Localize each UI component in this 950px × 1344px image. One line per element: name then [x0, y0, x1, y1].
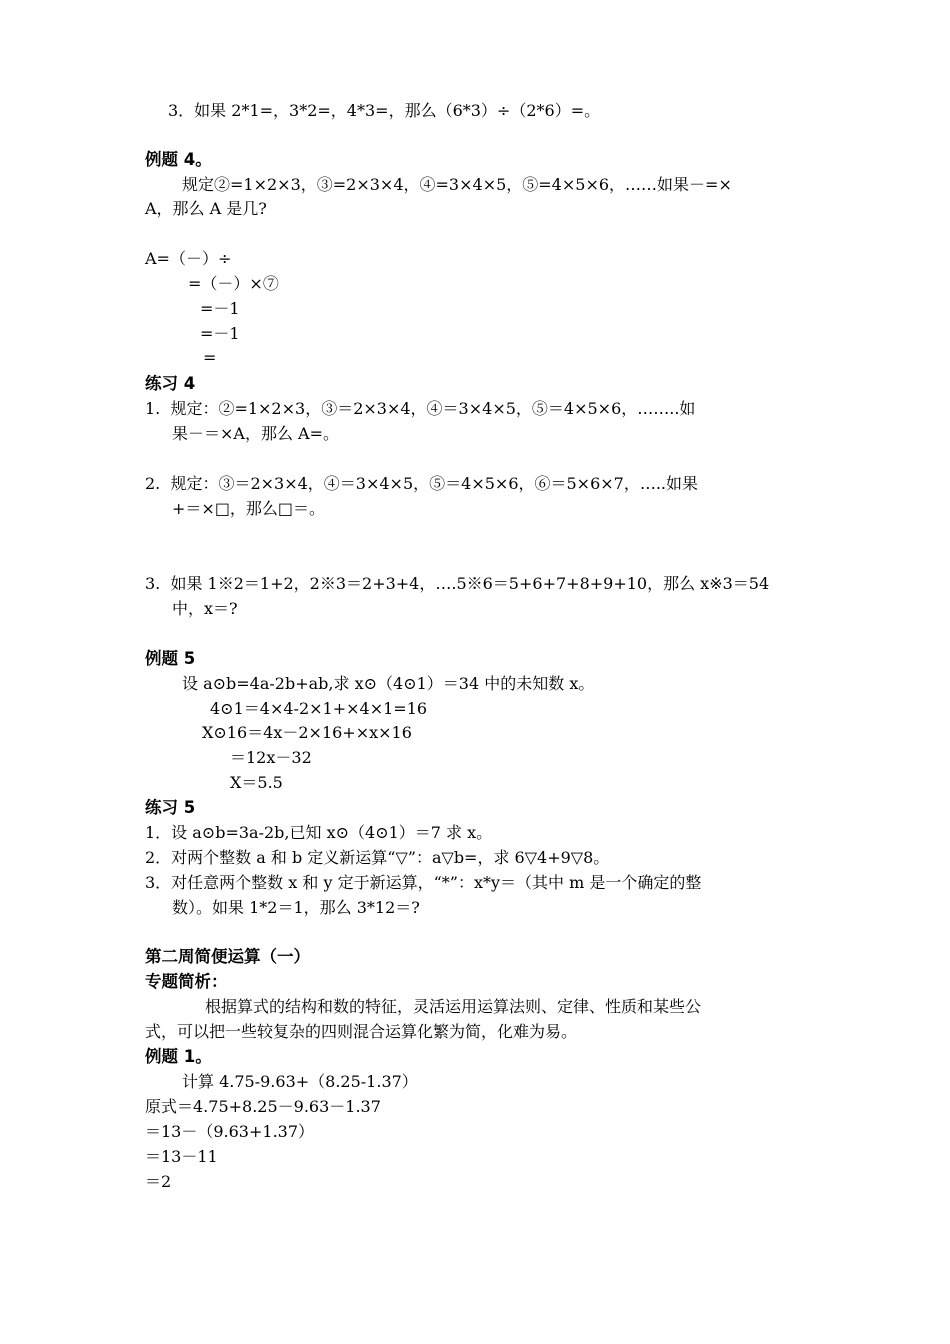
practice4-heading: 练习 4 [145, 374, 196, 393]
example5-solution-step: ＝12x－32 [230, 748, 312, 767]
practice5-item3-line1: 3．对任意两个整数 x 和 y 定于新运算，“*”：x*y＝（其中 m 是一个确定的整 [145, 873, 702, 892]
example1-solution-step: 原式＝4.75+8.25－9.63－1.37 [145, 1097, 381, 1116]
practice4-item2-line1: 2. 规定：③＝2×3×4，④＝3×4×5，⑤＝4×5×6，⑥＝5×6×7，…..如果 [145, 474, 699, 493]
example4-solution-step: =－1 [200, 324, 240, 343]
example1-solution-step: ＝2 [145, 1172, 172, 1191]
analysis-line1: 根据算式的结构和数的特征，灵活运用运算法则、定律、性质和某些公 [205, 997, 702, 1016]
practice4-item1-line1: 1. 规定：②=1×2×3，③＝2×3×4，④＝3×4×5，⑤＝4×5×6，……..如 [145, 399, 696, 418]
example4-solution-step: =－1 [200, 299, 240, 318]
example4-problem-line2: A，那么 A 是几? [145, 199, 267, 218]
practice4-item1-line2: 果－＝×A，那么 A=。 [172, 424, 340, 443]
practice4-item2-line2: +＝×□，那么□＝。 [172, 499, 326, 518]
analysis-heading: 专题简析： [145, 972, 228, 991]
analysis-line2: 式，可以把一些较复杂的四则混合运算化繁为简，化难为易。 [145, 1022, 578, 1041]
practice5-item3-line2: 数）。如果 1*2＝1，那么 3*12＝? [172, 898, 420, 917]
example5-solution-step: X⊙16＝4x－2×16+×x×16 [202, 723, 412, 742]
example1-heading: 例题 1。 [145, 1047, 212, 1066]
example4-heading: 例题 4。 [145, 150, 212, 169]
example4-solution-step: = [203, 348, 217, 367]
practice4-item3-line1: 3. 如果 1※2＝1+2，2※3＝2+3+4，….5※6＝5+6+7+8+9+10，那么 x※3＝54 [145, 574, 770, 593]
example5-heading: 例题 5 [145, 649, 196, 668]
example4-solution-step: A=（－）÷ [145, 249, 232, 268]
practice5-item2: 2．对两个整数 a 和 b 定义新运算“▽”：a▽b=，求 6▽4+9▽8。 [145, 848, 610, 867]
practice4-item3-line2: 中，x＝? [172, 599, 238, 618]
example1-problem: 计算 4.75-9.63+（8.25-1.37） [182, 1072, 418, 1091]
week2-title: 第二周简便运算（一） [145, 947, 310, 966]
example5-solution-step: 4⊙1＝4×4-2×1+×4×1=16 [210, 699, 428, 718]
example5-solution-step: X＝5.5 [230, 773, 283, 792]
example1-solution-step: ＝13－（9.63+1.37） [145, 1122, 315, 1141]
practice5-heading: 练习 5 [145, 798, 196, 817]
example4-problem-line1: 规定②=1×2×3，③=2×3×4，④=3×4×5，⑤=4×5×6，……如果－=× [182, 175, 732, 194]
example4-solution-step: =（－）×⑦ [188, 274, 279, 293]
example5-problem: 设 a⊙b=4a-2b+ab,求 x⊙（4⊙1）＝34 中的未知数 x。 [182, 674, 595, 693]
practice5-item1: 1．设 a⊙b=3a-2b,已知 x⊙（4⊙1）＝7 求 x。 [145, 823, 493, 842]
practice3-item3: 3．如果 2*1=，3*2=，4*3=，那么（6*3）÷（2*6）=。 [168, 101, 601, 120]
example1-solution-step: ＝13－11 [145, 1147, 218, 1166]
